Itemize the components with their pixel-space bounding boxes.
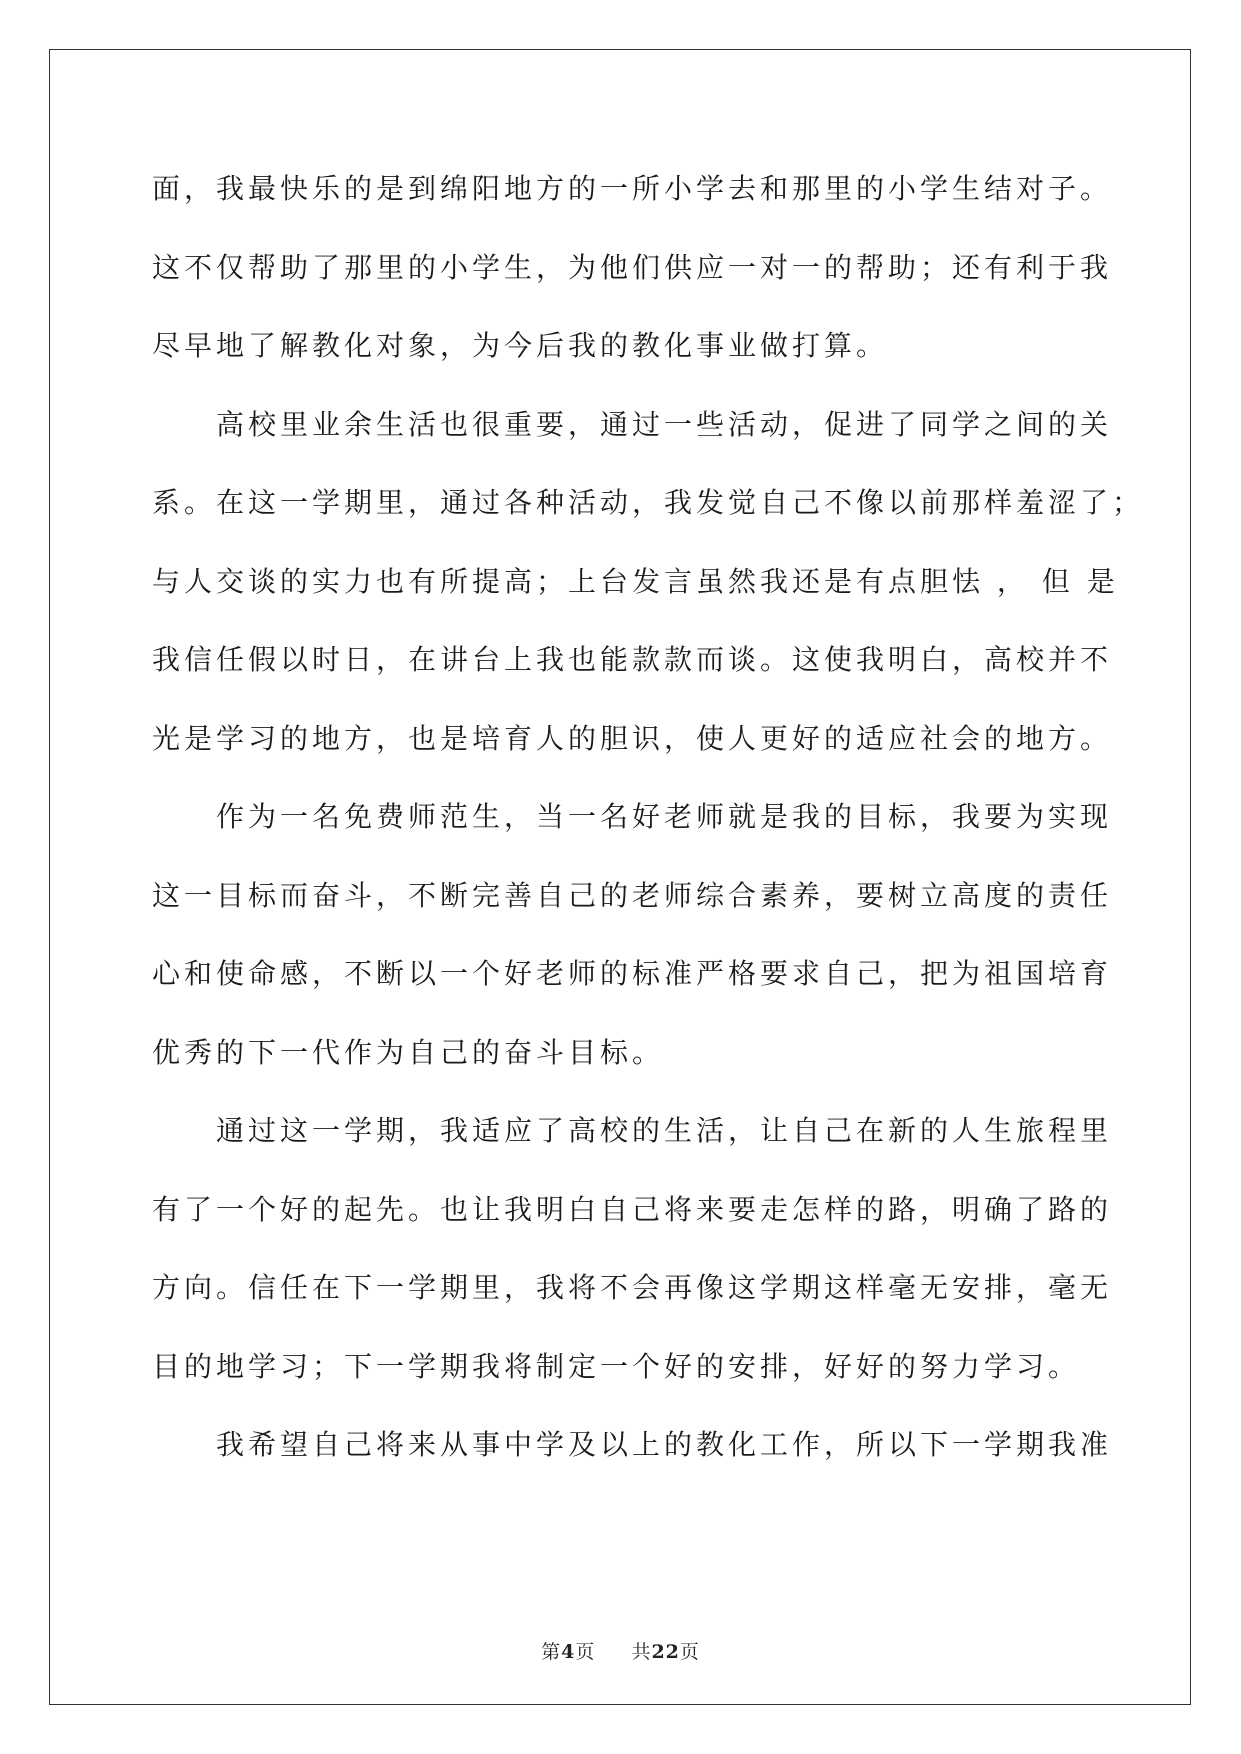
text-line: 这一目标而奋斗，不断完善自己的老师综合素养，要树立高度的责任 xyxy=(152,878,1113,912)
text-line: 与人交谈的实力也有所提高；上台发言虽然我还是有点胆怯 ， 但 是 xyxy=(152,564,1119,598)
text-line: 有了一个好的起先。也让我明白自己将来要走怎样的路，明确了路的 xyxy=(152,1192,1113,1226)
page-suffix: 页 xyxy=(575,1641,596,1663)
text-line: 尽早地了解教化对象，为今后我的教化事业做打算。 xyxy=(152,329,889,362)
total-suffix: 页 xyxy=(679,1641,700,1663)
text-line: 高校里业余生活也很重要，通过一些活动，促进了同学之间的关 xyxy=(216,407,1113,441)
text-line: 优秀的下一代作为自己的奋斗目标。 xyxy=(152,1035,665,1069)
page-footer xyxy=(0,1637,1241,1664)
current-page: 4 xyxy=(561,1641,576,1663)
text-line: 我信任假以时日，在讲台上我也能款款而谈。这使我明白，高校并不 xyxy=(152,643,1113,676)
total-pages: 22 xyxy=(651,1641,680,1663)
text-line: 目的地学习；下一学期我将制定一个好的安排，好好的努力学习。 xyxy=(152,1349,1081,1383)
text-line: 通过这一学期，我适应了高校的生活，让自己在新的人生旅程里 xyxy=(216,1114,1113,1147)
document-body xyxy=(152,150,1145,1485)
page-prefix: 第 xyxy=(541,1641,562,1663)
text-line: 我希望自己将来从事中学及以上的教化工作，所以下一学期我准 xyxy=(216,1428,1113,1461)
text-line: 这不仅帮助了那里的小学生，为他们供应一对一的帮助；还有利于我 xyxy=(152,250,1113,284)
text-line: 方向。信任在下一学期里，我将不会再像这学期这样毫无安排，毫无 xyxy=(152,1271,1113,1304)
total-prefix: 共 xyxy=(631,1641,652,1663)
page-total xyxy=(631,1641,699,1663)
page-number xyxy=(541,1641,602,1663)
text-line: 光是学习的地方，也是培育人的胆识，使人更好的适应社会的地方。 xyxy=(152,721,1113,755)
text-line: 系。在这一学期里，通过各种活动，我发觉自己不像以前那样羞涩了； xyxy=(152,486,1145,519)
text-line: 作为一名免费师范生，当一名好老师就是我的目标，我要为实现 xyxy=(216,800,1113,833)
text-line: 心和使命感，不断以一个好老师的标准严格要求自己，把为祖国培育 xyxy=(152,957,1113,990)
text-line: 面，我最快乐的是到绵阳地方的一所小学去和那里的小学生结对子。 xyxy=(152,172,1113,205)
